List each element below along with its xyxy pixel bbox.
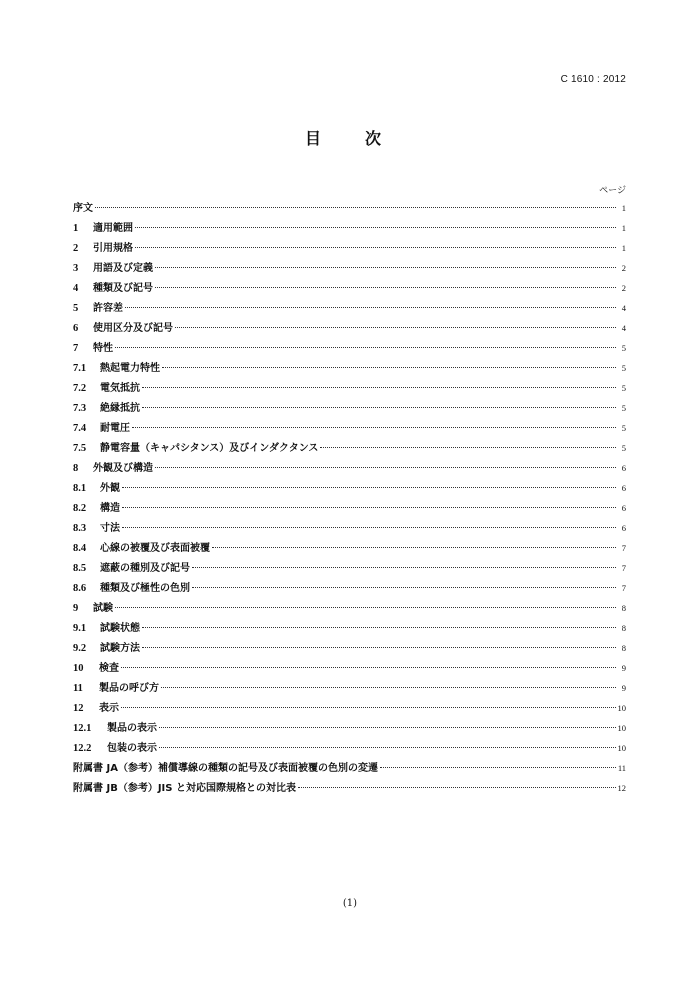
toc-entry-number: 1 [73, 223, 79, 234]
dot-leader [121, 706, 616, 708]
toc-entry-number: 7.2 [73, 383, 87, 394]
toc-entry[interactable] [73, 218, 626, 238]
standard-number: C 1610 : 2012 [560, 74, 626, 85]
page-number: (1) [342, 898, 358, 909]
dot-leader [192, 566, 616, 568]
toc-entry[interactable] [73, 678, 626, 698]
toc-entry-title: 試験方法 [100, 643, 140, 654]
toc-entry-number: 7.1 [73, 363, 87, 374]
toc-entry-number: 11 [73, 683, 83, 694]
toc-entry-title: 試験状態 [100, 623, 140, 634]
dot-leader [142, 626, 616, 628]
toc-entry-number: 8.5 [73, 563, 87, 574]
toc-entry-page: 1 [621, 203, 626, 213]
toc-entry[interactable] [73, 618, 626, 638]
toc-entry-number: 2 [73, 243, 79, 254]
toc-entry-title: 序文 [73, 203, 93, 214]
toc-entry-number: 4 [73, 283, 79, 294]
dot-leader [115, 606, 616, 608]
toc-entry-number: 8.6 [73, 583, 87, 594]
dot-leader [155, 266, 616, 268]
toc-entry-title: 附属書 JB（参考）JIS と対応国際規格との対比表 [73, 783, 296, 794]
toc-entry-page: 7 [621, 543, 626, 553]
toc-entry-number: 3 [73, 263, 79, 274]
toc-entry-title: 電気抵抗 [100, 383, 140, 394]
toc-entry-page: 5 [621, 443, 626, 453]
dot-leader [132, 426, 616, 428]
dot-leader [122, 506, 616, 508]
toc-entry-title: 許容差 [93, 303, 123, 314]
dot-leader [122, 486, 616, 488]
toc-entry-page: 4 [621, 323, 626, 333]
dot-leader [121, 666, 616, 668]
toc-entry-title: 種類及び極性の色別 [100, 583, 190, 594]
toc-entry-number: 8 [73, 463, 79, 474]
toc-entry-page: 2 [621, 283, 626, 293]
toc-entry[interactable] [73, 758, 626, 778]
toc-entry-number: 12.1 [73, 723, 92, 734]
toc-entry-title: 遮蔽の種別及び記号 [100, 563, 190, 574]
toc-entry-number: 9.2 [73, 643, 87, 654]
toc-entry-page: 6 [621, 503, 626, 513]
toc-entry[interactable] [73, 198, 626, 218]
dot-leader [142, 386, 616, 388]
toc-entry[interactable] [73, 698, 626, 718]
dot-leader [142, 406, 616, 408]
toc-entry[interactable] [73, 518, 626, 538]
toc-entry-page: 12 [617, 783, 626, 793]
toc-entry-page: 5 [621, 423, 626, 433]
dot-leader [212, 546, 616, 548]
toc-entry-title: 引用規格 [93, 243, 133, 254]
toc-entry-page: 11 [617, 763, 626, 773]
dot-leader [155, 286, 616, 288]
toc-entry-number: 7.4 [73, 423, 87, 434]
toc-entry-title: 外観 [100, 483, 120, 494]
toc-entry-page: 9 [621, 663, 626, 673]
dot-leader [125, 306, 616, 308]
toc-entry[interactable] [73, 498, 626, 518]
toc-entry-title: 製品の呼び方 [99, 683, 159, 694]
dot-leader [192, 586, 616, 588]
toc-entry-page: 8 [621, 603, 626, 613]
toc-entry[interactable] [73, 238, 626, 258]
toc-entry-page: 5 [621, 403, 626, 413]
toc-entry-title: 寸法 [100, 523, 120, 534]
toc-entry[interactable] [73, 658, 626, 678]
table-of-contents [73, 198, 626, 798]
toc-entry[interactable] [73, 778, 626, 798]
dot-leader [95, 206, 616, 208]
toc-entry-page: 5 [621, 363, 626, 373]
toc-entry[interactable] [73, 438, 626, 458]
toc-entry[interactable] [73, 298, 626, 318]
dot-leader [320, 446, 616, 448]
toc-entry-number: 8.2 [73, 503, 87, 514]
toc-entry-title: 静電容量（キャパシタンス）及びインダクタンス [100, 443, 319, 454]
toc-entry-title: 構造 [100, 503, 120, 514]
page-title: 目 次 [304, 129, 395, 148]
toc-entry-page: 10 [617, 743, 626, 753]
toc-entry-page: 8 [621, 623, 626, 633]
toc-entry-title: 試験 [93, 603, 113, 614]
toc-entry-title: 特性 [93, 343, 113, 354]
toc-entry-title: 包装の表示 [107, 743, 157, 754]
toc-entry-title: 外観及び構造 [93, 463, 153, 474]
toc-entry-page: 8 [621, 643, 626, 653]
page-column-label: ページ [599, 186, 626, 196]
toc-entry[interactable] [73, 418, 626, 438]
toc-entry-number: 12 [73, 703, 84, 714]
toc-entry-number: 7.5 [73, 443, 87, 454]
toc-entry-page: 1 [621, 243, 626, 253]
toc-entry[interactable] [73, 458, 626, 478]
toc-entry[interactable] [73, 478, 626, 498]
toc-entry-number: 8.4 [73, 543, 87, 554]
toc-entry-page: 4 [621, 303, 626, 313]
toc-entry-page: 5 [621, 343, 626, 353]
toc-entry-title: 適用範囲 [93, 223, 133, 234]
toc-entry-page: 6 [621, 463, 626, 473]
dot-leader [155, 466, 616, 468]
toc-entry-title: 耐電圧 [100, 423, 130, 434]
toc-entry[interactable] [73, 398, 626, 418]
toc-entry-title: 種類及び記号 [93, 283, 153, 294]
toc-entry-page: 6 [621, 483, 626, 493]
toc-entry-title: 熱起電力特性 [100, 363, 160, 374]
dot-leader [298, 786, 616, 788]
toc-entry[interactable] [73, 638, 626, 658]
dot-leader [380, 766, 616, 768]
dot-leader [135, 246, 616, 248]
toc-entry-page: 5 [621, 383, 626, 393]
toc-entry-number: 6 [73, 323, 79, 334]
toc-entry-page: 2 [621, 263, 626, 273]
toc-entry[interactable] [73, 378, 626, 398]
toc-entry-title: 用語及び定義 [93, 263, 153, 274]
dot-leader [142, 646, 616, 648]
toc-entry-page: 10 [617, 703, 626, 713]
toc-entry-page: 10 [617, 723, 626, 733]
dot-leader [159, 726, 616, 728]
toc-entry-number: 10 [73, 663, 84, 674]
toc-entry-number: 7 [73, 343, 79, 354]
toc-entry[interactable] [73, 718, 626, 738]
toc-entry[interactable] [73, 318, 626, 338]
toc-entry-number: 9 [73, 603, 79, 614]
toc-entry[interactable] [73, 258, 626, 278]
toc-entry[interactable] [73, 538, 626, 558]
toc-entry-number: 12.2 [73, 743, 92, 754]
toc-entry-number: 8.1 [73, 483, 87, 494]
toc-entry-page: 7 [621, 563, 626, 573]
dot-leader [175, 326, 616, 328]
dot-leader [159, 746, 616, 748]
toc-entry-title: 製品の表示 [107, 723, 157, 734]
toc-entry[interactable] [73, 278, 626, 298]
toc-entry-title: 心線の被覆及び表面被覆 [100, 543, 210, 554]
toc-entry-title: 検査 [99, 663, 119, 674]
toc-entry[interactable] [73, 598, 626, 618]
toc-entry-number: 5 [73, 303, 79, 314]
dot-leader [135, 226, 616, 228]
toc-entry-number: 8.3 [73, 523, 87, 534]
toc-entry-title: 使用区分及び記号 [93, 323, 173, 334]
toc-entry-title: 附属書 JA（参考）補償導線の種類の記号及び表面被覆の色別の変遷 [73, 763, 378, 774]
toc-entry-page: 9 [621, 683, 626, 693]
toc-entry-number: 9.1 [73, 623, 87, 634]
toc-entry-title: 表示 [99, 703, 119, 714]
dot-leader [115, 346, 616, 348]
dot-leader [122, 526, 616, 528]
dot-leader [162, 366, 616, 368]
toc-entry[interactable] [73, 338, 626, 358]
toc-entry[interactable] [73, 738, 626, 758]
toc-entry[interactable] [73, 358, 626, 378]
toc-entry-number: 7.3 [73, 403, 87, 414]
toc-entry-page: 6 [621, 523, 626, 533]
toc-entry[interactable] [73, 558, 626, 578]
toc-entry[interactable] [73, 578, 626, 598]
dot-leader [161, 686, 616, 688]
toc-entry-page: 1 [621, 223, 626, 233]
toc-entry-page: 7 [621, 583, 626, 593]
toc-entry-title: 絶縁抵抗 [100, 403, 140, 414]
